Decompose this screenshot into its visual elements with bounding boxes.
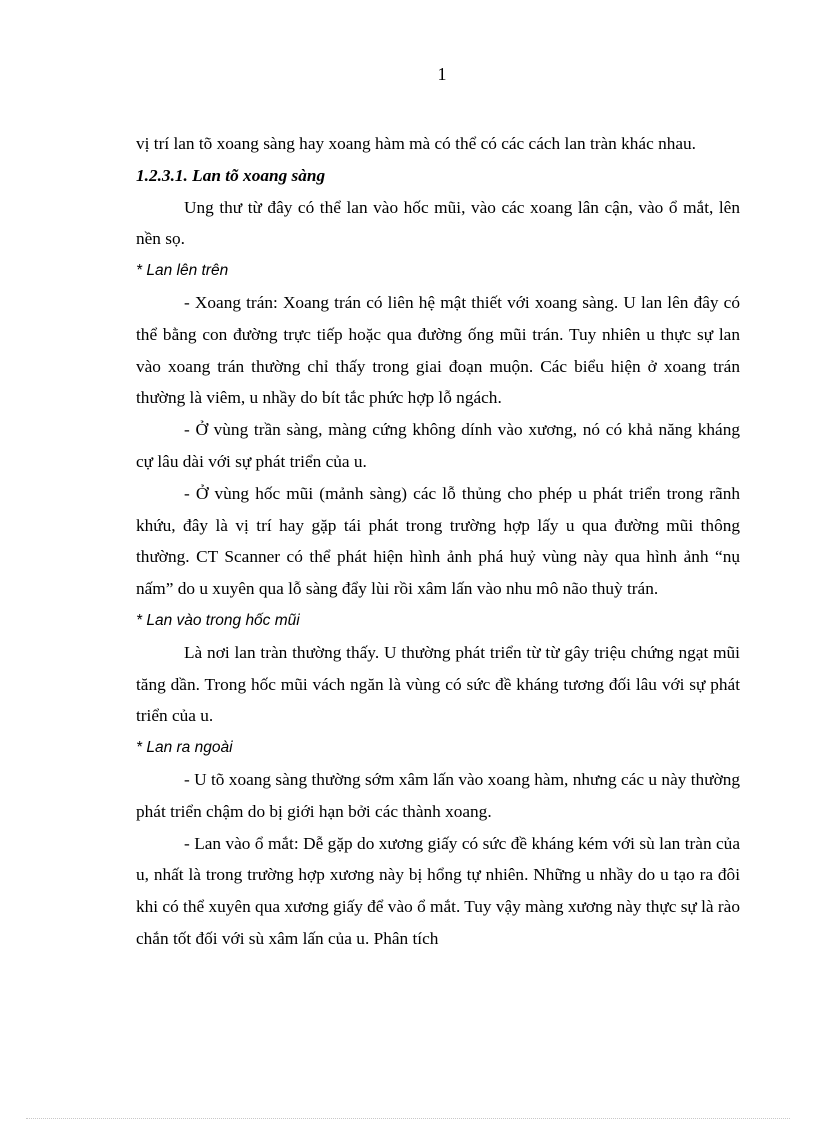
subheading-lan-vao-hoc-mui: * Lan vào trong hốc mũi bbox=[136, 611, 300, 629]
page-footer-rule bbox=[26, 1118, 790, 1119]
paragraph-o-mat: - Lan vào ổ mắt: Dễ gặp do xương giấy có sức đề kháng kém với sù lan tràn của u, nhất là trong trường hợp xương này bị hổng tự nhiên. Những u nhầy do u tạo ra đôi khi có thể xuyên qua xương giấy để vào ổ mắt. Tuy vậy màng xương này thực sự là rào chắn tốt đối với sù xâm lấn của u. Phân tích bbox=[136, 833, 740, 948]
paragraph-lan-tran: Là nơi lan tràn thường thấy. U thường phát triển từ từ gây triệu chứng ngạt mũi tăng dần. Trong hốc mũi vách ngăn là vùng có sức đề kháng tương đối lâu với sự phát triển của u. bbox=[136, 642, 740, 726]
paragraph-continuation: vị trí lan tõ xoang sàng hay xoang hàm mà có thể có các cách lan tràn khác nhau. bbox=[136, 134, 696, 153]
paragraph-intro: Ung thư từ đây có thể lan vào hốc mũi, vào các xoang lân cận, vào ổ mắt, lên nền sọ. bbox=[136, 197, 740, 249]
page-number: 1 bbox=[437, 64, 447, 84]
paragraph-xoang-ham: - U tõ xoang sàng thường sớm xâm lấn vào xoang hàm, nhưng các u này thường phát triển chậm do bị giới hạn bởi các thành xoang. bbox=[136, 769, 740, 821]
paragraph-hoc-mui: - Ở vùng hốc mũi (mảnh sàng) các lỗ thủng cho phép u phát triển trong rãnh khứu, đây là vị trí hay gặp tái phát trong trường hợp lấy u qua đường mũi thông thường. CT Scanner có thể phát hiện hình ảnh phá huỷ vùng này qua hình ảnh “nụ nấm” do u xuyên qua lỗ sàng đẩy lùi rồi xâm lấn vào nhu mô não thuỳ trán. bbox=[136, 483, 740, 599]
paragraph-xoang-tran: - Xoang trán: Xoang trán có liên hệ mật thiết với xoang sàng. U lan lên đây có thể bằng con đường trực tiếp hoặc qua đường ống mũi trán. Tuy nhiên u thực sự lan vào xoang trán thường chỉ thấy trong giai đoạn muộn. Các biểu hiện ở xoang trán thường là viêm, u nhầy do bít tắc phức hợp lỗ ngách. bbox=[136, 292, 740, 408]
subheading-lan-len-tren: * Lan lên trên bbox=[136, 262, 229, 280]
section-heading: 1.2.3.1. Lan tõ xoang sàng bbox=[136, 165, 326, 185]
paragraph-tran-sang: - Ở vùng trần sàng, màng cứng không dính vào xương, nó có khả năng kháng cự lâu dài với sự phát triển của u. bbox=[136, 420, 740, 471]
document-body bbox=[136, 128, 740, 955]
subheading-lan-ra-ngoai: * Lan ra ngoài bbox=[136, 739, 233, 757]
